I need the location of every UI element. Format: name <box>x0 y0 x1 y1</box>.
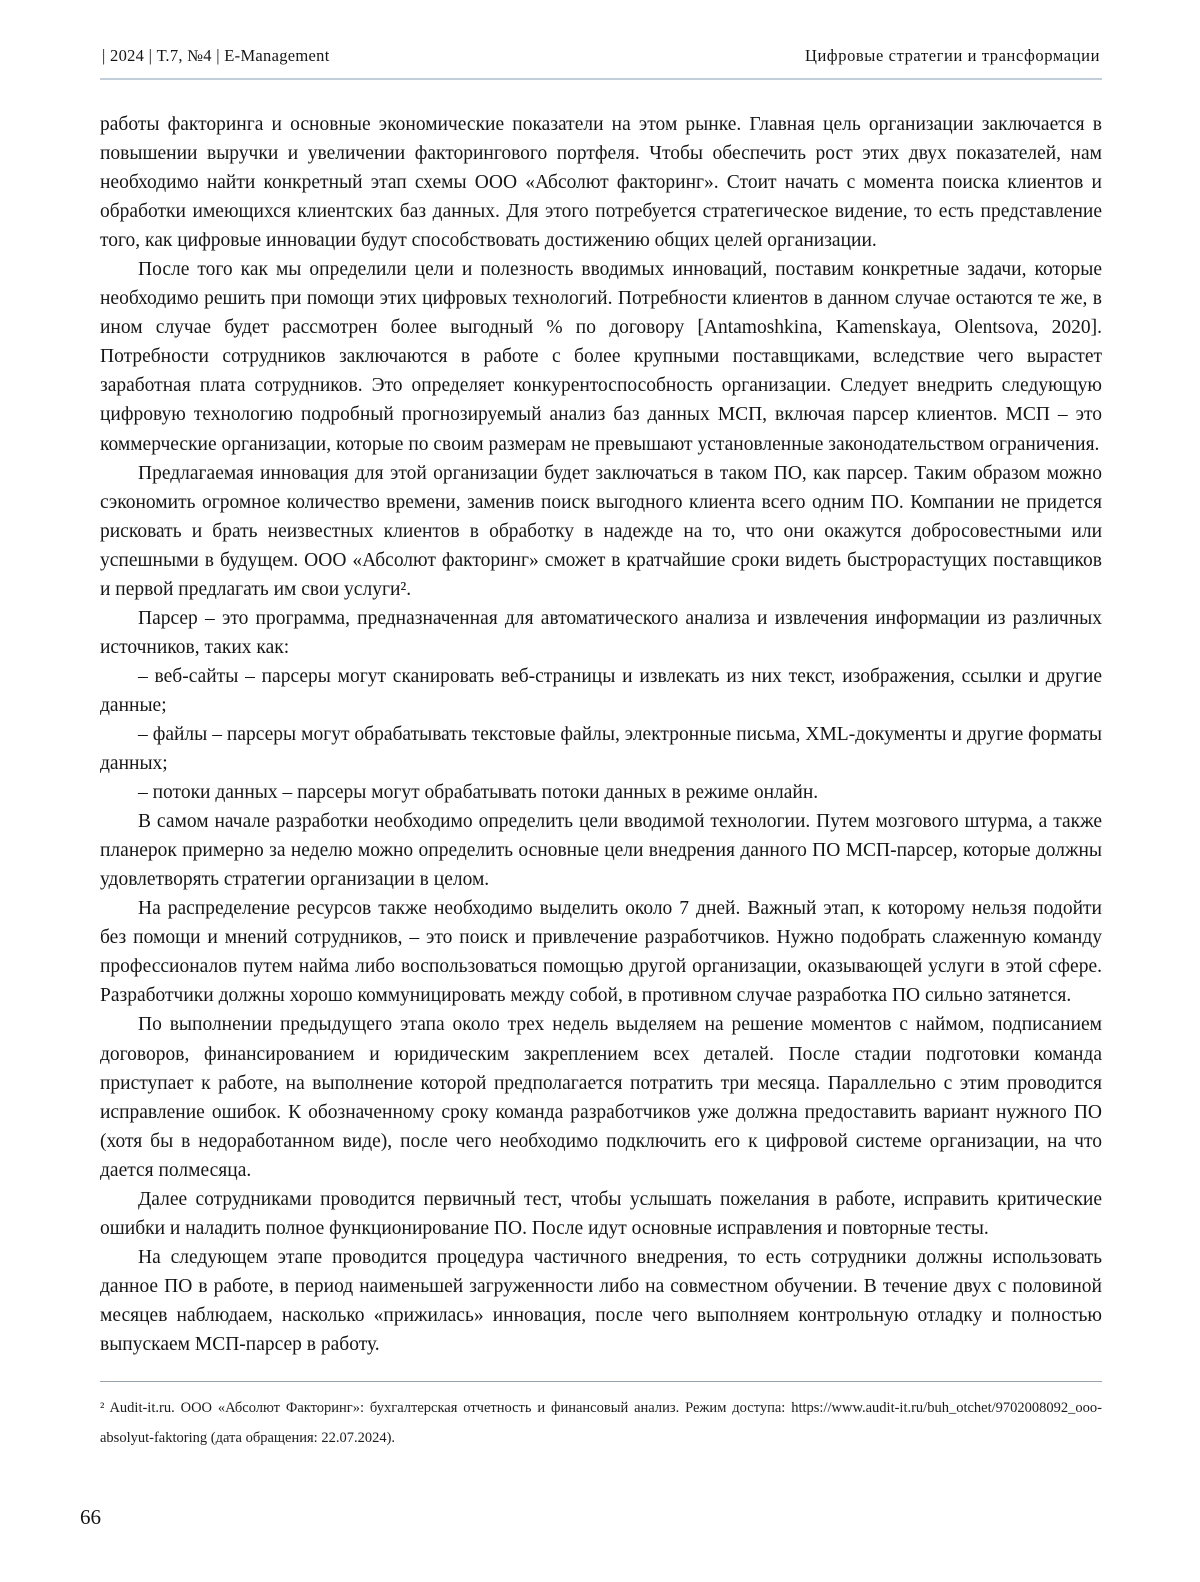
paragraph: Предлагаемая инновация для этой организации будет заключаться в таком ПО, как парсер. Таким образом можно сэкономить огромное количество времени, заменив поиск выгодного клиента всего одним ПО. Компании не придется рисковать и брать неизвестных клиентов в обработку в надежде на то, что они окажутся добросовестными или успешными в будущем. ООО «Абсолют факторинг» сможет в кратчайшие сроки видеть быстрорастущих поставщиков и первой предлагать им свои услуги². <box>100 462 1102 600</box>
header-issue-info: | 2024 | Т.7, №4 | E-Management <box>102 46 330 65</box>
footnote-divider <box>100 1381 1102 1382</box>
paragraph: После того как мы определили цели и полезность вводимых инноваций, поставим конкретные задачи, которые необходимо решить при помощи этих цифровых технологий. Потребности клиентов в данном случае остаются те же, в ином случае будет рассмотрен более выгодный % по договору [Antamoshkina, Kamenskaya, Olentsova, 2020]. Потребности сотрудников заключаются в работе с более крупными поставщиками, вследствие чего вырастет заработная плата сотрудников. Это определяет конкурентоспособность организации. Следует внедрить следующую цифровую технологию подробный прогнозируемый анализ баз данных МСП, включая парсер клиентов. МСП – это коммерческие организации, которые по своим размерам не превышают установленные законодательством ограничения. <box>100 259 1102 455</box>
paragraph: В самом начале разработки необходимо определить цели вводимой технологии. Путем мозгового штурма, а также планерок примерно за неделю можно определить основные цели внедрения данного ПО МСП-парсер, которые должны удовлетворять стратегии организации в целом. <box>100 811 1102 891</box>
header-divider <box>100 78 1102 80</box>
paragraph: На следующем этапе проводится процедура частичного внедрения, то есть сотрудники должны использовать данное ПО в работе, в период наименьшей загруженности либо на совместном обучении. В течение двух с половиной месяцев наблюдаем, насколько «прижилась» инновация, после чего выполняем контрольную отладку и полностью выпускаем МСП-парсер в работу. <box>100 1246 1102 1355</box>
paragraph: Далее сотрудниками проводится первичный тест, чтобы услышать пожелания в работе, исправить критические ошибки и наладить полное функционирование ПО. После идут основные исправления и повторные тесты. <box>100 1188 1102 1239</box>
list-item-data-streams: – потоки данных – парсеры могут обрабатывать потоки данных в режиме онлайн. <box>138 782 819 804</box>
page-number: 66 <box>80 1505 101 1529</box>
paragraph: На распределение ресурсов также необходимо выделить около 7 дней. Важный этап, к которому нельзя подойти без помощи и мнений сотрудников, – это поиск и привлечение разработчиков. Нужно подобрать слаженную команду профессионалов путем найма либо воспользоваться помощью другой организации, оказывающей услуги в этой сфере. Разработчики должны хорошо коммуницировать между собой, в противном случае разработка ПО сильно затянется. <box>100 898 1102 1007</box>
header-section-title: Цифровые стратегии и трансформации <box>804 46 1100 65</box>
page-header <box>100 46 1102 78</box>
list-item-websites: – веб-сайты – парсеры могут сканировать веб-страницы и извлекать из них текст, изображения, ссылки и другие данные; <box>100 665 1102 716</box>
article-body <box>100 110 1102 1359</box>
list-item-files: – файлы – парсеры могут обрабатывать текстовые файлы, электронные письма, XML-документы и другие форматы данных; <box>100 723 1102 775</box>
paragraph: По выполнении предыдущего этапа около трех недель выделяем на решение моментов с наймом, подписанием договоров, финансированием и юридическим закреплением всех деталей. После стадии подготовки команда приступает к работе, на выполнение которой предполагается потратить три месяца. Параллельно с этим проводится исправление ошибок. К обозначенному сроку команда разработчиков уже должна предоставить вариант нужного ПО (хотя бы в недоработанном виде), после чего необходимо подключить его к цифровой системе организации, на что дается полмесяца. <box>100 1014 1102 1181</box>
paragraph-continuation: работы факторинга и основные экономические показатели на этом рынке. Главная цель организации заключается в повышении выручки и увеличении факторингового портфеля. Чтобы обеспечить рост этих двух показателей, нам необходимо найти конкретный этап схемы ООО «Абсолют факторинг». Стоит начать с момента поиска клиентов и обработки имеющихся клиентских баз данных. Для этого потребуется стратегическое видение, то есть представление того, как цифровые инновации будут способствовать достижению общих целей организации. <box>100 114 1102 252</box>
footnote: ² Audit-it.ru. ООО «Абсолют Факторинг»: бухгалтерская отчетность и финансовый анализ. Режим доступа: https://www.audit-it.ru/buh_otchet/9702008092_ooo-absolyut-faktoring (дата обращения: 22.07.2024). <box>100 1400 1102 1446</box>
paragraph: Парсер – это программа, предназначенная для автоматического анализа и извлечения информации из различных источников, таких как: <box>100 607 1102 658</box>
